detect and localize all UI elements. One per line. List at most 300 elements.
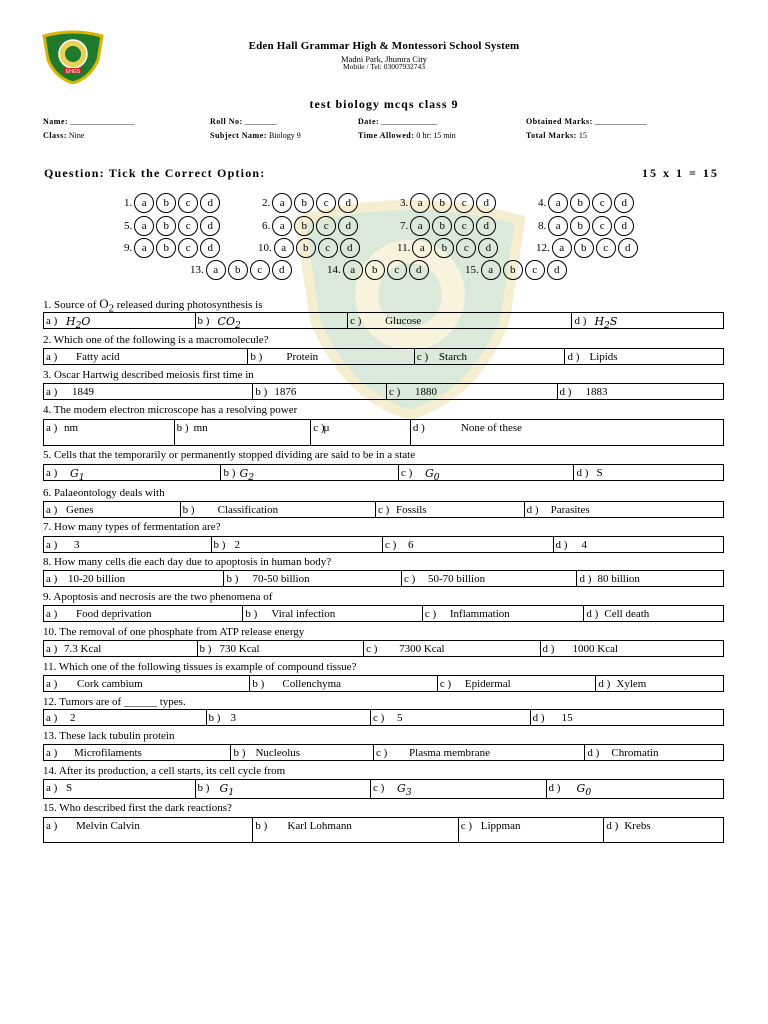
answer-bubble-c[interactable]: c: [178, 193, 198, 213]
option-c[interactable]: [438, 676, 597, 691]
option-text: $G_0$: [576, 782, 592, 799]
option-a[interactable]: [44, 313, 196, 332]
option-text: µ: [323, 422, 330, 434]
options-row-2: [43, 348, 724, 365]
bubble-group-7: [400, 216, 498, 236]
answer-bubble-b[interactable]: b: [365, 260, 385, 280]
answer-bubble-b[interactable]: b: [570, 193, 590, 213]
question-text-9: 9. Apoptosis and necrosis are the two phenomena of: [43, 591, 273, 603]
option-letter: d ): [587, 747, 600, 759]
answer-bubble-b[interactable]: b: [574, 238, 594, 258]
options-row-14: [43, 779, 724, 799]
options-row-1: [43, 312, 724, 332]
options-row-6: [43, 501, 724, 518]
answer-bubble-c[interactable]: c: [318, 238, 338, 258]
option-a[interactable]: [44, 606, 243, 621]
option-letter: c ): [403, 573, 416, 585]
options-row-13: [43, 744, 724, 761]
option-letter: a ): [46, 782, 58, 794]
option-c[interactable]: [371, 710, 531, 725]
option-text: 1880: [415, 386, 437, 398]
answer-bubble-b[interactable]: b: [228, 260, 248, 280]
marks-formula: 15 x 1 = 15: [642, 166, 719, 180]
answer-bubble-a[interactable]: a: [134, 238, 154, 258]
option-a[interactable]: [44, 818, 253, 842]
option-text: Melvin Calvin: [76, 820, 140, 832]
option-text: S: [596, 467, 603, 479]
option-text: Xylem: [616, 678, 647, 690]
answer-bubble-a[interactable]: a: [412, 238, 432, 258]
answer-bubble-c[interactable]: c: [454, 193, 474, 213]
option-letter: d ): [598, 678, 611, 690]
bubble-number: 14.: [327, 264, 341, 276]
answer-bubble-d[interactable]: d: [618, 238, 638, 258]
bubble-group-1: [124, 193, 222, 213]
option-letter: d ): [555, 539, 568, 551]
option-a[interactable]: [44, 502, 181, 517]
option-text: 1000 Kcal: [572, 643, 619, 655]
bubble-number: 15.: [465, 264, 479, 276]
option-letter: a ): [46, 608, 58, 620]
option-text: S: [66, 782, 73, 794]
option-b[interactable]: [243, 606, 422, 621]
bubble-number: 4.: [538, 197, 547, 209]
option-text: 5: [397, 712, 403, 724]
bubble-number: 10.: [258, 242, 272, 254]
option-text: $CO_2$: [217, 315, 241, 332]
option-letter: d ): [579, 573, 592, 585]
bubble-group-5: [124, 216, 222, 236]
options-row-10: [43, 640, 724, 657]
option-letter: a ): [46, 747, 58, 759]
answer-bubble-b[interactable]: b: [156, 193, 176, 213]
bubble-group-4: [538, 193, 636, 213]
option-d[interactable]: [584, 606, 723, 621]
option-text: 70-50 billion: [252, 573, 310, 585]
option-a[interactable]: [44, 384, 253, 399]
question-text-6: 6. Palaeontology deals with: [43, 487, 165, 499]
option-text: Plasma membrane: [409, 747, 490, 759]
option-letter: b ): [223, 467, 236, 479]
option-letter: b ): [197, 782, 210, 794]
option-b[interactable]: [207, 710, 372, 725]
option-letter: a ): [46, 820, 58, 832]
answer-bubble-d[interactable]: d: [409, 260, 429, 280]
option-letter: d ): [542, 643, 555, 655]
question-text-1: 1. Source of $O_2$ released during photosynthesis is: [43, 296, 263, 315]
answer-bubble-a[interactable]: a: [481, 260, 501, 280]
bubble-number: 1.: [124, 197, 133, 209]
option-letter: b ): [208, 712, 221, 724]
option-letter: c ): [424, 608, 437, 620]
option-text: $G_0$: [424, 467, 440, 484]
option-text: Lipids: [589, 351, 618, 363]
option-text: 2: [70, 712, 76, 724]
answer-bubble-d[interactable]: d: [478, 238, 498, 258]
option-a[interactable]: [44, 676, 250, 691]
option-letter: c ): [313, 422, 325, 434]
option-text: Inflammation: [449, 608, 510, 620]
option-letter: b ): [176, 422, 189, 434]
bubble-number: 3.: [400, 197, 409, 209]
answer-bubble-d[interactable]: d: [614, 216, 634, 236]
answer-bubble-b[interactable]: b: [156, 238, 176, 258]
option-text: Fossils: [396, 504, 427, 516]
option-text: 15: [561, 712, 573, 724]
option-b[interactable]: [231, 745, 374, 760]
option-text: 3: [74, 539, 80, 551]
svg-text:EHGS: EHGS: [65, 69, 81, 75]
answer-bubble-d[interactable]: d: [614, 193, 634, 213]
option-letter: b ): [255, 386, 268, 398]
answer-bubble-c[interactable]: c: [592, 216, 612, 236]
option-b[interactable]: [198, 641, 365, 656]
option-letter: d ): [526, 504, 539, 516]
question-text-12: 12. Tumors are of ______ types.: [43, 696, 186, 708]
option-letter: c ): [378, 504, 390, 516]
option-letter: b ): [213, 539, 226, 551]
question-text-8: 8. How many cells die each day due to apoptosis in human body?: [43, 556, 332, 568]
answer-bubble-a[interactable]: a: [552, 238, 572, 258]
option-letter: b ): [182, 504, 195, 516]
answer-bubble-b[interactable]: b: [570, 216, 590, 236]
option-text: Microfilaments: [74, 747, 142, 759]
option-text: 6: [408, 539, 414, 551]
bubble-group-15: [465, 260, 569, 280]
option-a[interactable]: [44, 420, 175, 445]
class-field: Class: Nine: [43, 131, 85, 140]
option-letter: a ): [46, 467, 58, 479]
option-text: 1883: [585, 386, 608, 398]
option-letter: d ): [574, 315, 587, 327]
answer-bubble-d[interactable]: d: [200, 193, 220, 213]
answer-bubble-d[interactable]: d: [476, 193, 496, 213]
bubble-number: 5.: [124, 220, 133, 232]
option-text: 2: [234, 539, 240, 551]
options-row-5: [43, 464, 724, 484]
option-letter: a ): [46, 678, 58, 690]
bubble-group-9: [124, 238, 222, 258]
answer-bubble-b[interactable]: b: [294, 216, 314, 236]
option-text: Chromatin: [611, 747, 659, 759]
option-letter: d ): [606, 820, 619, 832]
option-text: 1876: [274, 386, 297, 398]
answer-bubble-c[interactable]: c: [387, 260, 407, 280]
option-text: 80 billion: [597, 573, 640, 585]
option-d[interactable]: [596, 676, 723, 691]
option-c[interactable]: [423, 606, 585, 621]
question-text-7: 7. How many types of fermentation are?: [43, 521, 221, 533]
option-text: Protein: [286, 351, 319, 363]
option-text: $G_1$: [219, 782, 235, 799]
option-text: 10-20 billion: [68, 573, 126, 585]
option-a[interactable]: [44, 710, 207, 725]
option-letter: c ): [373, 782, 385, 794]
option-text: $G_1$: [70, 467, 85, 484]
answer-bubble-a[interactable]: a: [343, 260, 363, 280]
answer-bubble-c[interactable]: c: [250, 260, 270, 280]
option-d[interactable]: [411, 420, 723, 445]
answer-bubble-a[interactable]: a: [206, 260, 226, 280]
option-b[interactable]: [248, 349, 415, 364]
option-text: Viral infection: [271, 608, 336, 620]
option-b[interactable]: [224, 571, 401, 586]
bubble-number: 8.: [538, 220, 547, 232]
instruction: Question: Tick the Correct Option:: [44, 166, 266, 180]
option-c[interactable]: [376, 502, 525, 517]
option-c[interactable]: [371, 780, 546, 798]
option-letter: a ): [46, 643, 58, 655]
option-text: Cell death: [604, 608, 650, 620]
question-text-3: 3. Oscar Hartwig described meiosis first time in: [43, 369, 254, 381]
answer-bubble-a[interactable]: a: [410, 193, 430, 213]
option-d[interactable]: [558, 384, 724, 399]
option-text: Food deprivation: [76, 608, 152, 620]
option-a[interactable]: [44, 745, 231, 760]
option-letter: a ): [46, 351, 58, 363]
option-c[interactable]: [374, 745, 585, 760]
option-text: 1849: [72, 386, 94, 398]
option-b[interactable]: [253, 384, 387, 399]
option-c[interactable]: [415, 349, 566, 364]
roll-field: Roll No: ________: [210, 117, 277, 126]
bubble-group-14: [327, 260, 431, 280]
option-text: 50-70 billion: [427, 573, 486, 585]
options-row-7: [43, 536, 724, 553]
option-c[interactable]: [348, 313, 572, 328]
option-b[interactable]: [181, 502, 376, 517]
option-letter: b ): [199, 643, 212, 655]
option-text: Karl Lohmann: [287, 820, 352, 832]
bubble-number: 2.: [262, 197, 271, 209]
obtained-marks-field: Obtained Marks: _____________: [526, 117, 647, 126]
answer-bubble-a[interactable]: a: [272, 216, 292, 236]
option-text: None of these: [460, 422, 522, 434]
answer-bubble-b[interactable]: b: [296, 238, 316, 258]
option-letter: a ): [46, 422, 58, 434]
option-a[interactable]: [44, 780, 196, 798]
answer-bubble-c[interactable]: c: [596, 238, 616, 258]
question-text-15: 15. Who described first the dark reactions?: [43, 802, 232, 814]
option-b[interactable]: [250, 676, 437, 691]
option-c[interactable]: [399, 465, 574, 484]
answer-bubble-c[interactable]: c: [316, 193, 336, 213]
option-letter: d ): [532, 712, 545, 724]
name-field: Name: ________________: [43, 117, 135, 126]
option-c[interactable]: [311, 420, 411, 445]
option-text: 4: [581, 539, 587, 551]
option-letter: a ): [46, 504, 58, 516]
bubble-number: 7.: [400, 220, 409, 232]
option-b[interactable]: [196, 780, 371, 798]
option-letter: c ): [439, 678, 452, 690]
school-address: Madni Park, Jhumra City: [341, 54, 427, 64]
option-b[interactable]: [212, 537, 384, 552]
answer-bubble-b[interactable]: b: [432, 216, 452, 236]
answer-bubble-a[interactable]: a: [548, 216, 568, 236]
option-text: 7.3 Kcal: [64, 643, 102, 655]
option-letter: d ): [548, 782, 561, 794]
answer-bubble-c[interactable]: c: [454, 216, 474, 236]
option-text: 7300 Kcal: [399, 643, 445, 655]
option-text: Epidermal: [464, 678, 511, 690]
option-text: Collenchyma: [282, 678, 342, 690]
answer-bubble-b[interactable]: b: [503, 260, 523, 280]
school-contact: Mobile / Tel: 03007932743: [342, 62, 426, 71]
option-d[interactable]: [572, 313, 723, 332]
bubble-group-6: [262, 216, 360, 236]
option-d[interactable]: [585, 745, 723, 760]
bubble-group-11: [397, 238, 500, 258]
options-row-15: [43, 817, 724, 843]
option-c[interactable]: [402, 571, 577, 586]
answer-bubble-c[interactable]: c: [316, 216, 336, 236]
option-letter: c ): [400, 467, 413, 479]
option-text: Fatty acid: [76, 351, 120, 363]
options-row-4: [43, 419, 724, 446]
answer-bubble-a[interactable]: a: [548, 193, 568, 213]
options-row-9: [43, 605, 724, 622]
option-d[interactable]: [525, 502, 723, 517]
option-letter: c ): [416, 351, 429, 363]
answer-bubble-b[interactable]: b: [294, 193, 314, 213]
option-letter: b ): [233, 747, 246, 759]
option-a[interactable]: [44, 537, 212, 552]
answer-bubble-b[interactable]: b: [432, 193, 452, 213]
option-c[interactable]: [364, 641, 540, 656]
answer-bubble-c[interactable]: c: [178, 238, 198, 258]
options-row-12: [43, 709, 724, 726]
answer-bubble-d[interactable]: d: [338, 216, 358, 236]
time-allowed-field: Time Allowed: 0 hr: 15 min: [358, 131, 456, 140]
option-letter: c ): [460, 820, 473, 832]
options-row-3: [43, 383, 724, 400]
question-text-11: 11. Which one of the following tissues is example of compound tissue?: [43, 661, 357, 673]
option-letter: b ): [255, 820, 268, 832]
option-text: $G_3$: [397, 782, 412, 799]
option-text: Classification: [217, 504, 279, 516]
option-letter: d ): [412, 422, 425, 434]
answer-bubble-c[interactable]: c: [525, 260, 545, 280]
answer-bubble-d[interactable]: d: [200, 216, 220, 236]
option-text: mn: [193, 422, 208, 434]
option-text: Starch: [438, 351, 468, 363]
answer-bubble-d[interactable]: d: [547, 260, 567, 280]
options-row-8: [43, 570, 724, 587]
date-field: Date: ______________: [358, 117, 438, 126]
question-text-14: 14. After its production, a cell starts, its cell cycle from: [43, 765, 286, 777]
answer-bubble-a[interactable]: a: [274, 238, 294, 258]
option-letter: c ): [350, 315, 362, 327]
option-text: Glucose: [385, 315, 422, 327]
option-letter: b ): [252, 678, 265, 690]
option-c[interactable]: [383, 537, 554, 552]
bubble-group-3: [400, 193, 498, 213]
subject-field: Subject Name: Biology 9: [210, 131, 301, 140]
option-text: 3: [230, 712, 237, 724]
option-letter: a ): [46, 573, 58, 585]
option-text: Krebs: [624, 820, 651, 832]
option-letter: d ): [586, 608, 599, 620]
option-letter: b ): [245, 608, 258, 620]
answer-bubble-c[interactable]: c: [456, 238, 476, 258]
answer-bubble-d[interactable]: d: [476, 216, 496, 236]
option-d[interactable]: [565, 349, 723, 364]
answer-bubble-a[interactable]: a: [134, 216, 154, 236]
answer-bubble-d[interactable]: d: [338, 193, 358, 213]
option-a[interactable]: [44, 641, 198, 656]
option-text: Genes: [66, 504, 94, 516]
question-text-10: 10. The removal of one phosphate from ATP release energy: [43, 626, 305, 638]
answer-bubble-a[interactable]: a: [134, 193, 154, 213]
question-text-2: 2. Which one of the following is a macromolecule?: [43, 334, 269, 346]
question-text-13: 13. These lack tubulin protein: [43, 730, 175, 742]
option-letter: c ): [385, 539, 397, 551]
options-row-11: [43, 675, 724, 692]
option-a[interactable]: [44, 349, 248, 364]
answer-bubble-d[interactable]: d: [340, 238, 360, 258]
option-b[interactable]: [253, 818, 458, 842]
question-text-4: 4. The modem electron microscope has a resolving power: [43, 404, 298, 416]
option-letter: d ): [567, 351, 580, 363]
option-letter: b ): [250, 351, 263, 363]
option-letter: a ): [46, 712, 58, 724]
answer-bubble-c[interactable]: c: [178, 216, 198, 236]
option-b[interactable]: [196, 313, 349, 332]
bubble-group-13: [190, 260, 294, 280]
option-d[interactable]: [531, 710, 723, 725]
option-text: Parasites: [550, 504, 590, 516]
bubble-group-8: [538, 216, 636, 236]
option-d[interactable]: [547, 780, 723, 798]
option-a[interactable]: [44, 571, 224, 586]
answer-bubble-b[interactable]: b: [434, 238, 454, 258]
bubble-number: 6.: [262, 220, 271, 232]
school-name: Eden Hall Grammar High & Montessori School System: [248, 40, 520, 52]
answer-bubble-c[interactable]: c: [592, 193, 612, 213]
option-letter: a ): [46, 386, 58, 398]
bubble-number: 13.: [190, 264, 204, 276]
option-b[interactable]: [175, 420, 312, 445]
answer-bubble-d[interactable]: d: [272, 260, 292, 280]
total-marks-field: Total Marks: 15: [526, 131, 587, 140]
bubble-group-12: [536, 238, 640, 258]
question-text-5: 5. Cells that the temporarily or permanently stopped dividing are said to be in a state: [43, 449, 416, 461]
bubble-number: 9.: [124, 242, 133, 254]
test-title: test biology mcqs class 9: [309, 97, 459, 111]
option-d[interactable]: [604, 818, 723, 842]
answer-bubble-b[interactable]: b: [156, 216, 176, 236]
option-text: nm: [64, 422, 79, 434]
option-text: $H_2O$: [66, 315, 91, 332]
option-text: Nucleolus: [255, 747, 301, 759]
option-d[interactable]: [541, 641, 723, 656]
option-letter: a ): [46, 315, 58, 327]
answer-bubble-a[interactable]: a: [272, 193, 292, 213]
option-letter: d ): [576, 467, 589, 479]
option-letter: b ): [197, 315, 210, 327]
option-b[interactable]: [221, 465, 398, 484]
option-d[interactable]: [574, 465, 723, 480]
option-c[interactable]: [459, 818, 605, 842]
option-c[interactable]: [387, 384, 558, 399]
option-a[interactable]: [44, 465, 221, 484]
bubble-group-10: [258, 238, 362, 258]
answer-bubble-d[interactable]: d: [200, 238, 220, 258]
option-d[interactable]: [554, 537, 724, 552]
option-d[interactable]: [577, 571, 723, 586]
answer-bubble-a[interactable]: a: [410, 216, 430, 236]
